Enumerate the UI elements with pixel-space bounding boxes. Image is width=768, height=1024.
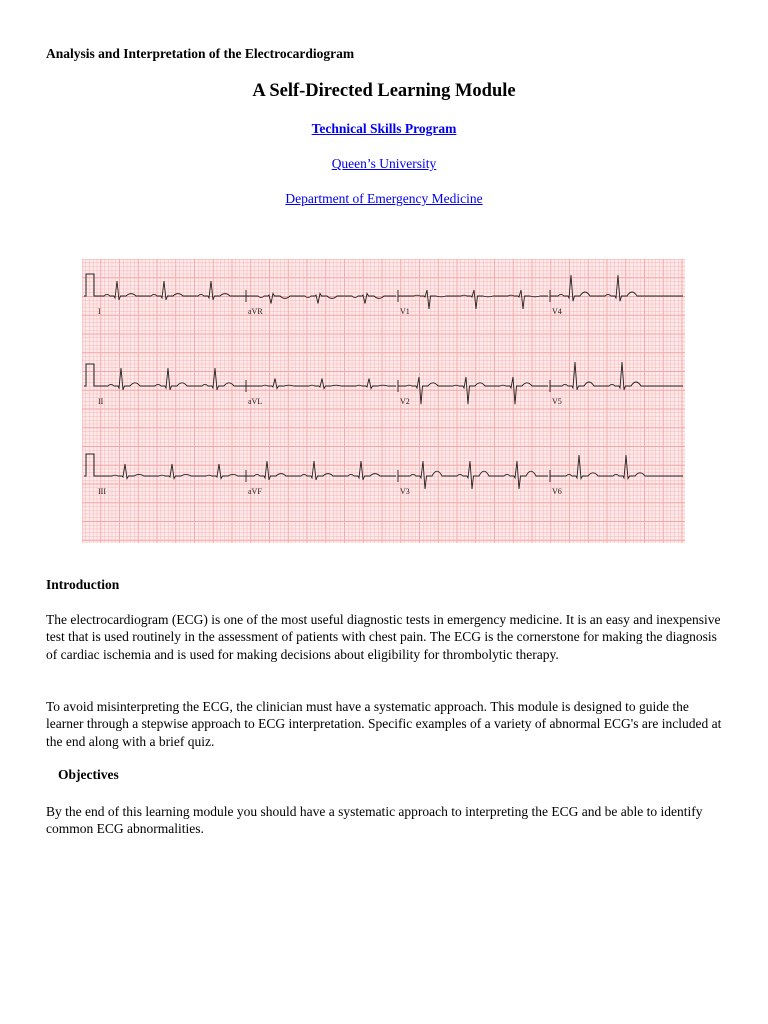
ecg-strip bbox=[82, 259, 685, 543]
lead-label: aVR bbox=[248, 307, 263, 316]
lead-label: aVL bbox=[248, 397, 263, 406]
lead-label: I bbox=[98, 307, 101, 316]
lead-label: V5 bbox=[552, 397, 562, 406]
link-department bbox=[0, 191, 768, 207]
lead-label: II bbox=[98, 397, 104, 406]
ecg-image bbox=[82, 259, 685, 543]
objectives-paragraph: By the end of this learning module you should have a systematic approach to interpreting the ECG and be able to identify common ECG abnormalities. bbox=[46, 804, 703, 837]
lead-label: V6 bbox=[552, 487, 562, 496]
lead-label: aVF bbox=[248, 487, 262, 496]
page-title: A Self-Directed Learning Module bbox=[252, 81, 516, 101]
link-technical-skills bbox=[0, 121, 768, 137]
lead-label: V1 bbox=[400, 307, 410, 316]
lead-label: V4 bbox=[552, 307, 562, 316]
link-queens bbox=[0, 156, 768, 172]
queens-university-link[interactable]: Queen’s University bbox=[331, 156, 437, 171]
lead-label: V3 bbox=[400, 487, 410, 496]
intro-paragraph-1: The electrocardiogram (ECG) is one of the most useful diagnostic tests in emergency medicine. It is an easy and inexpensive test that is used routinely in the assessment of patients with chest pain. The ECG is the cornerstone for making the diagnosis of cardiac ischemia and is used for making decisions about eligibility for thrombolytic therapy. bbox=[46, 612, 721, 662]
introduction-heading: Introduction bbox=[46, 577, 120, 592]
lead-label: III bbox=[98, 487, 106, 496]
ecg-paper bbox=[82, 259, 685, 543]
objectives-heading: Objectives bbox=[58, 767, 119, 782]
emergency-medicine-link[interactable]: Department of Emergency Medicine bbox=[285, 191, 483, 206]
technical-skills-link[interactable]: Technical Skills Program bbox=[311, 121, 457, 136]
running-head: Analysis and Interpretation of the Electrocardiogram bbox=[46, 46, 355, 61]
lead-label: V2 bbox=[400, 397, 410, 406]
intro-paragraph-2: To avoid misinterpreting the ECG, the clinician must have a systematic approach. This module is designed to guide the learner through a stepwise approach to ECG interpretation. Specific examples of a variety of abnormal ECG's are included at the end along with a brief quiz. bbox=[46, 699, 722, 749]
